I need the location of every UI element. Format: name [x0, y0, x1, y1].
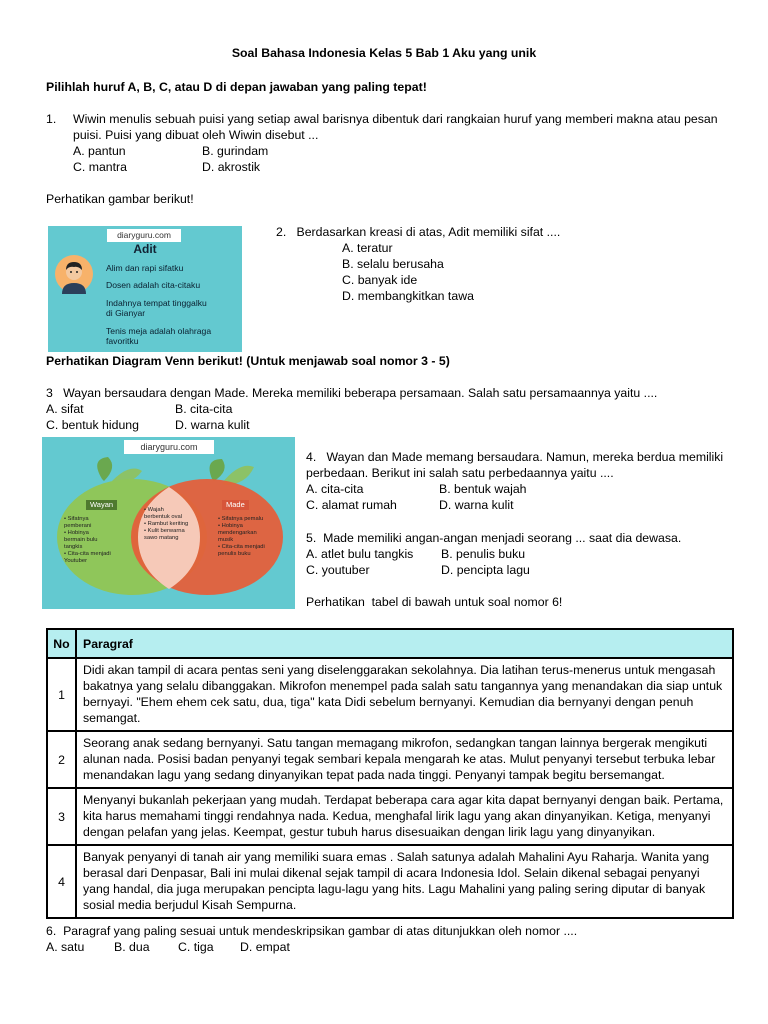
- adit-card-line: Dosen adalah cita-citaku: [106, 280, 201, 290]
- adit-card-site: diaryguru.com: [107, 229, 181, 242]
- instruction: Pilihlah huruf A, B, C, atau D di depan jawaban yang paling tepat!: [46, 80, 427, 94]
- q4-stem-line1: 4. Wayan dan Made memang bersaudara. Namun, mereka berdua memiliki: [306, 450, 724, 464]
- adit-card-line: Alim dan rapi sifatku: [106, 263, 184, 273]
- row-paragraph: Menyanyi bukanlah pekerjaan yang mudah. Terdapat beberapa cara agar kita dapat bernyanyi dengan baik. Pertama, kita harus memahami tinggi rendahnya nada. Kedua, menghafal lirik lagu yang akan dinyanyikan. Ketiga, menyanyi dengan pelafan yang jelas. Keempat, gestur tubuh harus disesuaikan dengan lirik lagu yang dinyanyikan.: [76, 788, 733, 845]
- q5-option-c: C. youtuber: [306, 563, 370, 577]
- q3-option-a: A. sifat: [46, 402, 84, 416]
- q6-option-a: A. satu: [46, 940, 85, 954]
- table-row: [47, 788, 733, 845]
- row-number: 1: [47, 658, 76, 731]
- table-row: [47, 845, 733, 918]
- q6-stem: 6. Paragraf yang paling sesuai untuk mendeskripsikan gambar di atas ditunjukkan oleh nomor ....: [46, 924, 578, 938]
- q5-option-a: A. atlet bulu tangkis: [306, 547, 414, 561]
- venn-left-item: • Cita-cita menjadi: [64, 551, 111, 557]
- venn-left-item: tangkis: [64, 544, 83, 550]
- adit-card-name: Adit: [133, 242, 157, 256]
- adit-card-line: favoritku: [106, 336, 139, 346]
- row-paragraph: Seorang anak sedang bernyanyi. Satu tangan memagang mikrofon, sedangkan tangan lainnya bergerak mengikuti alunan nada. Posisi badan penyanyi tegak sembari kepala mengarah ke atas. Mulut penyanyi tersebut terbuka lebar menandakan lagu yang sedang dinyanyikan tepat pada nada tinggi. Penyanyi tampak begitu bersemangat.: [76, 731, 733, 788]
- table-intro: Perhatikan tabel di bawah untuk soal nomor 6!: [306, 595, 563, 609]
- venn-left-item: • Hobinya: [64, 530, 89, 536]
- row-number: 3: [47, 788, 76, 845]
- q3-option-d: D. warna kulit: [175, 418, 250, 432]
- q1-number: 1.: [46, 112, 57, 126]
- q5-stem: 5. Made memiliki angan-angan menjadi seorang ... saat dia dewasa.: [306, 531, 682, 545]
- venn-middle-item: sawo matang: [144, 535, 179, 541]
- row-number: 4: [47, 845, 76, 918]
- q3-option-b: B. cita-cita: [175, 402, 233, 416]
- q6-option-c: C. tiga: [178, 940, 214, 954]
- venn-right-item: • Sifatnya pemalu: [218, 516, 264, 522]
- q2-option-b: B. selalu berusaha: [342, 257, 444, 271]
- q2-option-a: A. teratur: [342, 241, 393, 255]
- venn-diagram-image: [42, 437, 295, 609]
- page-title: Soal Bahasa Indonesia Kelas 5 Bab 1 Aku yang unik: [231, 46, 537, 60]
- q5-option-d: D. pencipta lagu: [441, 563, 530, 577]
- q3-option-c: C. bentuk hidung: [46, 418, 139, 432]
- row-number: 2: [47, 731, 76, 788]
- q1-stem-line1: Wiwin menulis sebuah puisi yang setiap awal barisnya dibentuk dari rangkaian huruf yang memberi makna atau pesan: [73, 112, 718, 126]
- adit-card-line: Indahnya tempat tinggalku: [106, 298, 207, 308]
- q4-option-a: A. cita-cita: [306, 482, 364, 496]
- q3-stem: 3 Wayan bersaudara dengan Made. Mereka memiliki beberapa persamaan. Salah satu persamaannya yaitu ....: [46, 386, 658, 400]
- venn-right-item: mendengarkan: [218, 530, 257, 536]
- adit-card-line: Tenis meja adalah olahraga: [106, 326, 212, 336]
- row-paragraph: Didi akan tampil di acara pentas seni yang diselenggarakan sekolahnya. Dia latihan terus-menerus untuk mengasah bakatnya yang selalu dibanggakan. Mikrofon menempel pada salah satu tangannya yang menandakan dia siap untuk bernyayi. "Ehem ehem cek satu, dua, tiga" kata Didi sebelum bernyanyi. Kemudian dia bernyanyi dengan penuh semangat.: [76, 658, 733, 731]
- q4-stem-line2: perbedaan. Berikut ini salah satu perbedaannya yaitu ....: [306, 466, 614, 480]
- adit-profile-image: [48, 226, 242, 352]
- venn-right-item: • Cita-cita menjadi: [218, 544, 265, 550]
- venn-right-item: • Hobinya: [218, 523, 243, 529]
- venn-left-item: pemberani: [64, 523, 92, 529]
- venn-right-item: musik: [218, 537, 234, 543]
- q1-option-a: A. pantun: [73, 144, 126, 158]
- table-row: [47, 731, 733, 788]
- adit-card-line: di Gianyar: [106, 308, 146, 318]
- venn-heading: Perhatikan Diagram Venn berikut! (Untuk menjawab soal nomor 3 - 5): [46, 354, 450, 368]
- q1-stem-line2: puisi. Puisi yang dibuat oleh Wiwin disebut ...: [73, 128, 319, 142]
- q1-option-d: D. akrostik: [202, 160, 261, 174]
- q1-option-b: B. gurindam: [202, 144, 269, 158]
- venn-middle-item: • Kulit berwarna: [144, 528, 185, 534]
- venn-middle-item: • Wajah: [144, 507, 164, 513]
- venn-left-item: • Sifatnya: [64, 516, 89, 522]
- venn-middle-item: berbentuk oval: [144, 514, 183, 520]
- venn-right-heading: Made: [222, 500, 249, 510]
- q6-option-d: D. empat: [240, 940, 290, 954]
- venn-left-item: bermain bulu: [64, 537, 98, 543]
- boy-avatar-icon: [54, 254, 94, 294]
- q6-option-b: B. dua: [114, 940, 150, 954]
- table-header-row: [47, 629, 733, 658]
- venn-left-heading: Wayan: [86, 500, 117, 510]
- q1-option-c: C. mantra: [73, 160, 127, 174]
- venn-middle-item: • Rambut keriting: [144, 521, 189, 527]
- table-row: [47, 658, 733, 731]
- venn-left-item: Youtuber: [64, 558, 87, 564]
- q2-option-c: C. banyak ide: [342, 273, 418, 287]
- see-picture-text: Perhatikan gambar berikut!: [46, 192, 194, 206]
- q4-option-b: B. bentuk wajah: [439, 482, 527, 496]
- paragraph-table: [46, 628, 734, 919]
- q4-option-d: D. warna kulit: [439, 498, 514, 512]
- q4-option-c: C. alamat rumah: [306, 498, 397, 512]
- column-header-paragraf: Paragraf: [76, 629, 733, 658]
- row-paragraph: Banyak penyanyi di tanah air yang memiliki suara emas . Salah satunya adalah Mahalini Ayu Raharja. Wanita yang berasal dari Denpasar, Bali ini mulai dikenal sejak tampil di acara Indonesia Idol. Selain dikenal sebagai penyanyi yang handal, dia juga merupakan pencipta lagu-lagu yang hits. Lagu Mahalini yang paling sering diputar di banyak sosial media berjudul Kisah Sempurna.: [76, 845, 733, 918]
- column-header-no: No: [47, 629, 76, 658]
- venn-card-site: diaryguru.com: [124, 440, 214, 454]
- q5-option-b: B. penulis buku: [441, 547, 526, 561]
- q2-stem: 2. Berdasarkan kreasi di atas, Adit memiliki sifat ....: [276, 225, 561, 239]
- venn-right-item: penulis buku: [218, 551, 251, 557]
- q2-option-d: D. membangkitkan tawa: [342, 289, 474, 303]
